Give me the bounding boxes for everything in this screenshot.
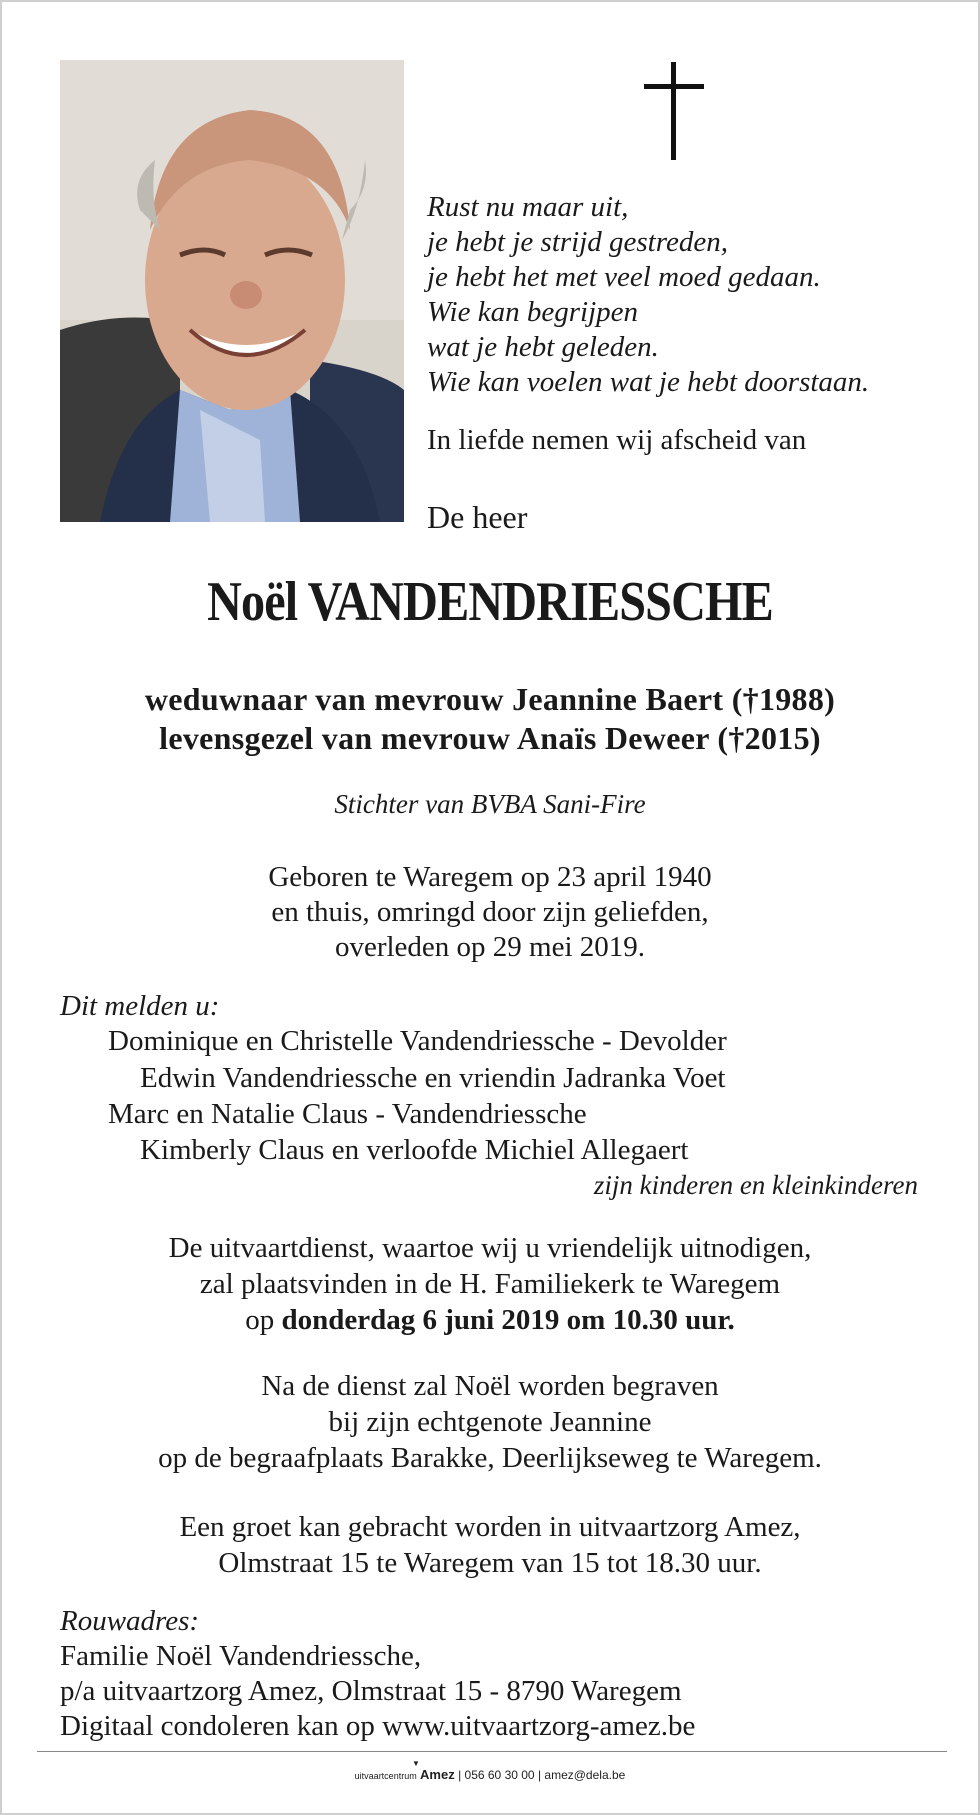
visit-line: Olmstraat 15 te Waregem van 15 tot 18.30 uur. bbox=[218, 1547, 762, 1579]
honorific: De heer bbox=[427, 499, 528, 535]
relations bbox=[2, 680, 978, 758]
portrait-image bbox=[60, 60, 404, 522]
portrait-photo bbox=[60, 60, 404, 522]
announce-heading: Dit melden u: bbox=[60, 990, 220, 1022]
service-line: De uitvaartdienst, waartoe wij u vriendelijk uitnodigen, bbox=[168, 1232, 812, 1264]
poem bbox=[427, 190, 869, 400]
poem-line: je hebt het met veel moed gedaan. bbox=[427, 261, 821, 293]
burial-line: Na de dienst zal Noël worden begraven bbox=[261, 1370, 719, 1402]
birth-line: Geboren te Waregem op 23 april 1940 bbox=[268, 861, 712, 893]
logo-triangle-icon: ▼ bbox=[412, 1759, 420, 1768]
poem-line: Rust nu maar uit, bbox=[427, 191, 629, 223]
footer-brand-prefix: uitvaartcentrum bbox=[354, 1771, 417, 1781]
cross-icon bbox=[644, 62, 704, 162]
family-line: Kimberly Claus en verloofde Michiel Allegaert bbox=[140, 1134, 689, 1166]
footer-brand-name: ▼ Amez bbox=[412, 1759, 455, 1782]
service-line bbox=[2, 1302, 978, 1338]
poem-line: wat je hebt geleden. bbox=[427, 331, 659, 363]
family-line: Dominique en Christelle Vandendriessche - Devolder bbox=[108, 1025, 727, 1057]
relation-line: weduwnaar van mevrouw Jeannine Baert (†1988) bbox=[144, 681, 836, 717]
footer-phone: 056 60 30 00 bbox=[464, 1768, 535, 1782]
visit-info bbox=[2, 1509, 978, 1581]
burial-line: bij zijn echtgenote Jeannine bbox=[328, 1406, 652, 1438]
visit-line: Een groet kan gebracht worden in uitvaartzorg Amez, bbox=[179, 1511, 801, 1543]
founder-text: Stichter van BVBA Sani-Fire bbox=[334, 789, 646, 819]
birth-line: overleden op 29 mei 2019. bbox=[334, 931, 646, 963]
service-line: zal plaatsvinden in de H. Familiekerk te Waregem bbox=[199, 1268, 781, 1300]
burial-line: op de begraafplaats Barakke, Deerlijkseweg te Waregem. bbox=[158, 1442, 822, 1474]
poem-line: je hebt je strijd gestreden, bbox=[427, 226, 728, 258]
address-label: Rouwadres: bbox=[60, 1605, 200, 1637]
service-info bbox=[2, 1230, 978, 1338]
service-datetime: donderdag 6 juni 2019 om 10.30 uur. bbox=[281, 1304, 735, 1336]
farewell-text: In liefde nemen wij afscheid van bbox=[427, 424, 807, 456]
birth-line: en thuis, omringd door zijn geliefden, bbox=[271, 896, 709, 928]
address-line: Digitaal condoleren kan op www.uitvaartzorg-amez.be bbox=[60, 1710, 696, 1742]
footer-divider bbox=[37, 1751, 947, 1752]
address-line: Familie Noël Vandendriessche, bbox=[60, 1640, 422, 1672]
burial-info bbox=[2, 1368, 978, 1476]
mourning-address bbox=[60, 1604, 695, 1744]
footer: uitvaartcentrum ▼ Amez | 056 60 30 00 | amez@dela.be bbox=[354, 1759, 626, 1782]
family-line: Edwin Vandendriessche en vriendin Jadranka Voet bbox=[140, 1062, 726, 1094]
poem-line: Wie kan voelen wat je hebt doorstaan. bbox=[427, 366, 870, 398]
birth-death-info bbox=[2, 860, 978, 965]
family-line: Marc en Natalie Claus - Vandendriessche bbox=[108, 1098, 587, 1130]
poem-line: Wie kan begrijpen bbox=[427, 296, 639, 328]
relation-line: levensgezel van mevrouw Anaïs Deweer (†2015) bbox=[159, 720, 821, 756]
service-prefix: op bbox=[245, 1304, 275, 1336]
address-line: p/a uitvaartzorg Amez, Olmstraat 15 - 8790 Waregem bbox=[60, 1675, 682, 1707]
deceased-name: Noël VANDENDRIESSCHE bbox=[207, 571, 773, 633]
family-subtitle: zijn kinderen en kleinkinderen bbox=[593, 1170, 918, 1200]
footer-email: amez@dela.be bbox=[544, 1768, 626, 1782]
